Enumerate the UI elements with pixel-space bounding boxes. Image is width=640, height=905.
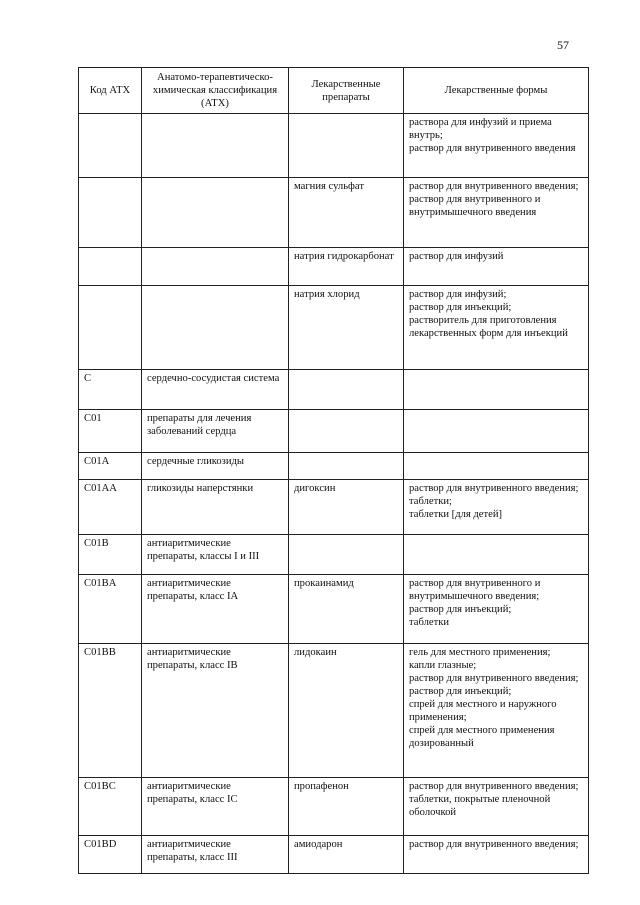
dosage-form-item: раствор для внутривенного и внутримышечного введения bbox=[409, 194, 541, 218]
cell-code: C bbox=[79, 370, 142, 410]
cell-code bbox=[79, 286, 142, 370]
cell-dosage-forms bbox=[404, 778, 589, 836]
cell-atc-classification: антиаритмические препараты, классы I и III bbox=[142, 535, 289, 575]
table-row bbox=[79, 778, 589, 836]
cell-atc-classification: сердечные гликозиды bbox=[142, 453, 289, 480]
atc-drug-table bbox=[78, 67, 589, 874]
dosage-form-item: таблетки; bbox=[409, 496, 452, 507]
cell-code: C01B bbox=[79, 535, 142, 575]
cell-atc-classification: антиаритмические препараты, класс III bbox=[142, 836, 289, 874]
cell-drug: натрия гидрокарбонат bbox=[289, 248, 404, 286]
cell-dosage-forms bbox=[404, 114, 589, 178]
cell-code: C01 bbox=[79, 410, 142, 453]
cell-dosage-forms bbox=[404, 480, 589, 535]
table-row bbox=[79, 575, 589, 644]
cell-code: C01BC bbox=[79, 778, 142, 836]
dosage-form-item: раствора для инфузий и приема внутрь; bbox=[409, 117, 552, 141]
table-body bbox=[79, 114, 589, 874]
dosage-form-item: гель для местного применения; bbox=[409, 647, 551, 658]
cell-atc-classification bbox=[142, 286, 289, 370]
cell-dosage-forms bbox=[404, 644, 589, 778]
table-row bbox=[79, 453, 589, 480]
cell-dosage-forms bbox=[404, 370, 589, 410]
cell-atc-classification: препараты для лечения заболеваний сердца bbox=[142, 410, 289, 453]
cell-atc-classification bbox=[142, 248, 289, 286]
dosage-form-item: раствор для инфузий; bbox=[409, 289, 507, 300]
dosage-form-item: раствор для инъекций; bbox=[409, 302, 512, 313]
table-row bbox=[79, 480, 589, 535]
table-row bbox=[79, 836, 589, 874]
dosage-form-item: раствор для инъекций; bbox=[409, 604, 512, 615]
cell-atc-classification: антиаритмические препараты, класс IА bbox=[142, 575, 289, 644]
header-dosage-forms: Лекарственные формы bbox=[404, 68, 589, 114]
dosage-form-item: таблетки [для детей] bbox=[409, 509, 503, 520]
cell-code bbox=[79, 178, 142, 248]
dosage-form-item: таблетки, покрытые пленочной оболочкой bbox=[409, 794, 551, 818]
cell-drug: натрия хлорид bbox=[289, 286, 404, 370]
cell-code bbox=[79, 248, 142, 286]
dosage-form-item: раствор для внутривенного введения; bbox=[409, 483, 579, 494]
dosage-form-item: растворитель для приготовления лекарственных форм для инъекций bbox=[409, 315, 568, 339]
dosage-form-item: капли глазные; bbox=[409, 660, 477, 671]
header-drugs: Лекарственные препараты bbox=[289, 68, 404, 114]
dosage-form-item: раствор для внутривенного введения; bbox=[409, 839, 579, 850]
cell-dosage-forms bbox=[404, 836, 589, 874]
header-code: Код АТХ bbox=[79, 68, 142, 114]
dosage-form-item: раствор для внутривенного введения; bbox=[409, 181, 579, 192]
cell-drug bbox=[289, 114, 404, 178]
cell-dosage-forms bbox=[404, 248, 589, 286]
cell-drug: магния сульфат bbox=[289, 178, 404, 248]
table-row bbox=[79, 114, 589, 178]
cell-drug bbox=[289, 453, 404, 480]
cell-drug bbox=[289, 370, 404, 410]
cell-atc-classification bbox=[142, 114, 289, 178]
cell-atc-classification: сердечно-сосудистая система bbox=[142, 370, 289, 410]
cell-dosage-forms bbox=[404, 410, 589, 453]
table-row bbox=[79, 535, 589, 575]
cell-atc-classification: антиаритмические препараты, класс IB bbox=[142, 644, 289, 778]
table-row bbox=[79, 178, 589, 248]
table-row bbox=[79, 410, 589, 453]
cell-atc-classification: антиаритмические препараты, класс IC bbox=[142, 778, 289, 836]
dosage-form-item: раствор для внутривенного введения; bbox=[409, 673, 579, 684]
dosage-form-item: раствор для инъекций; bbox=[409, 686, 512, 697]
cell-drug: дигоксин bbox=[289, 480, 404, 535]
cell-atc-classification bbox=[142, 178, 289, 248]
cell-dosage-forms bbox=[404, 286, 589, 370]
table-row bbox=[79, 644, 589, 778]
cell-drug bbox=[289, 535, 404, 575]
cell-code: C01A bbox=[79, 453, 142, 480]
cell-dosage-forms bbox=[404, 535, 589, 575]
cell-dosage-forms bbox=[404, 575, 589, 644]
header-atc-classification: Анатомо-терапевтическо-химическая классификация (АТХ) bbox=[142, 68, 289, 114]
dosage-form-item: раствор для внутривенного введения bbox=[409, 143, 576, 154]
cell-drug: лидокаин bbox=[289, 644, 404, 778]
cell-code: C01BA bbox=[79, 575, 142, 644]
dosage-form-item: таблетки bbox=[409, 617, 450, 628]
cell-drug bbox=[289, 410, 404, 453]
table-row bbox=[79, 248, 589, 286]
cell-atc-classification: гликозиды наперстянки bbox=[142, 480, 289, 535]
cell-code bbox=[79, 114, 142, 178]
cell-dosage-forms bbox=[404, 453, 589, 480]
table-row bbox=[79, 370, 589, 410]
cell-code: C01BB bbox=[79, 644, 142, 778]
dosage-form-item: раствор для внутривенного и внутримышечного введения; bbox=[409, 578, 541, 602]
table-header-row bbox=[79, 68, 589, 114]
cell-code: C01AA bbox=[79, 480, 142, 535]
cell-drug: прокаинамид bbox=[289, 575, 404, 644]
dosage-form-item: раствор для инфузий bbox=[409, 251, 504, 262]
cell-drug: пропафенон bbox=[289, 778, 404, 836]
cell-code: C01BD bbox=[79, 836, 142, 874]
dosage-form-item: раствор для внутривенного введения; bbox=[409, 781, 579, 792]
dosage-form-item: спрей для местного и наружного применения; bbox=[409, 699, 557, 723]
cell-dosage-forms bbox=[404, 178, 589, 248]
cell-drug: амиодарон bbox=[289, 836, 404, 874]
page-number: 57 bbox=[557, 38, 569, 52]
dosage-form-item: спрей для местного применения дозированный bbox=[409, 725, 555, 749]
table-row bbox=[79, 286, 589, 370]
